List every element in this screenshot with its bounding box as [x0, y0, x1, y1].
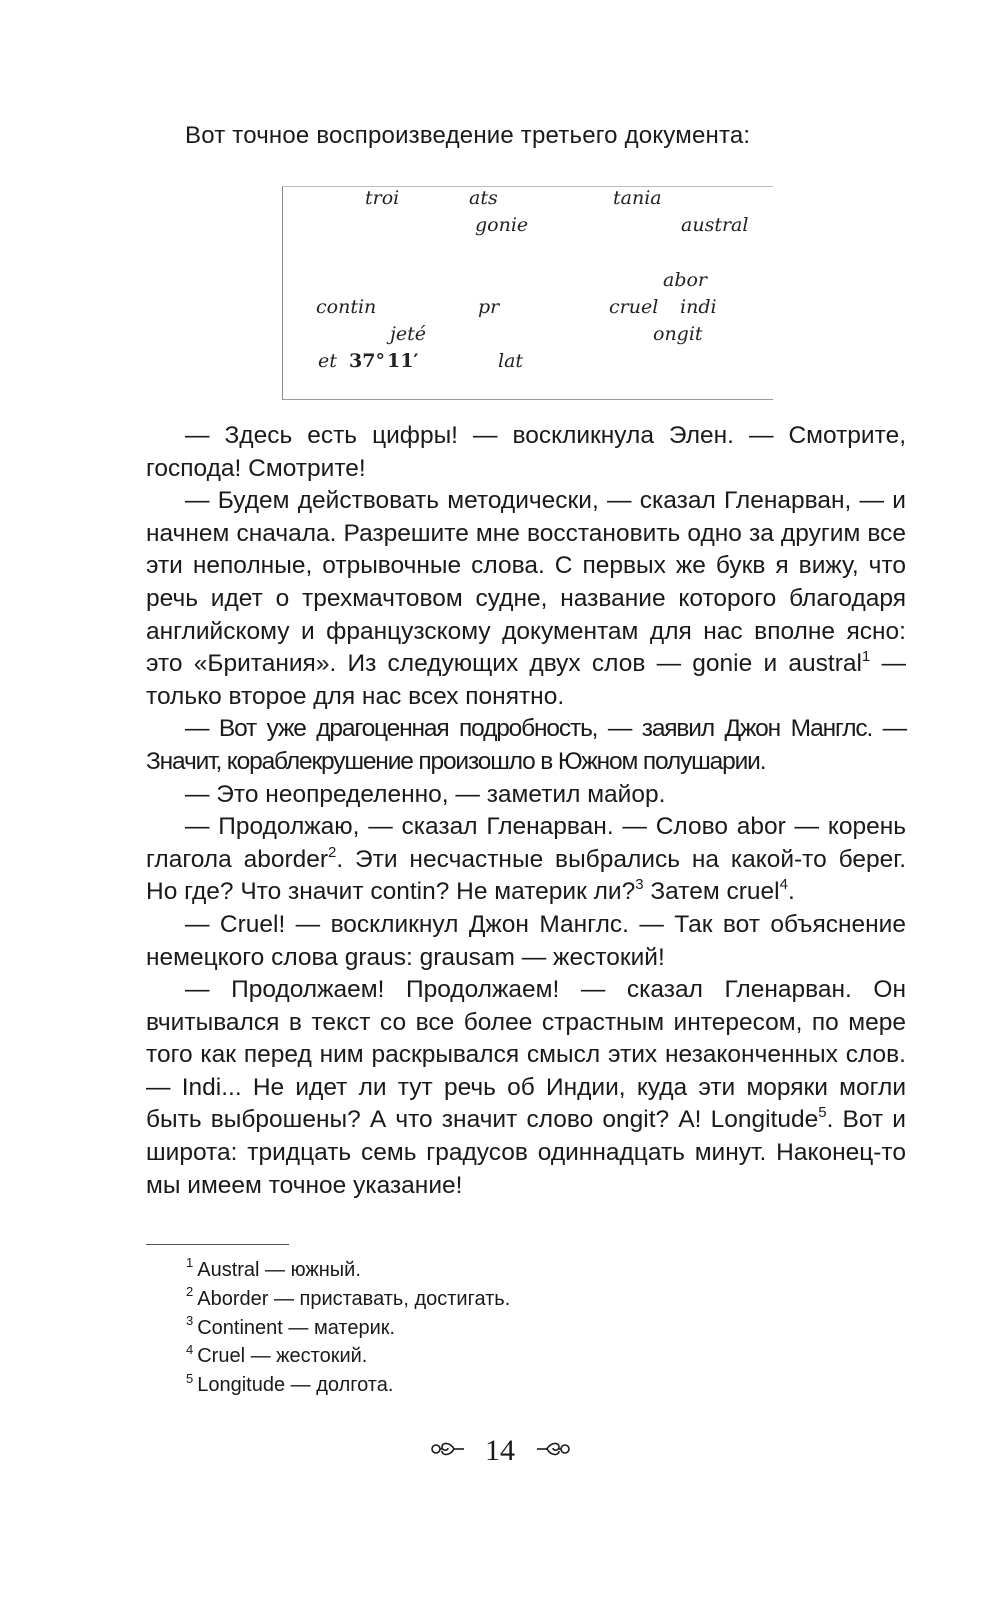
- document-fragment-frame: [282, 186, 773, 400]
- fragment-pr: pr: [478, 296, 500, 318]
- paragraph: — Будем действовать методически, — сказал Гленарван, — и начнем сначала. Разрешите мне восстановить одно за другим все эти неполные, отрывочные слова. С первых же букв я вижу, что речь идет о трехмачтовом судне, название которого благодаря английскому и французскому документам для нас вполне ясно: это «Британия». Из следующих двух слов — gonie и austral$^1$ — только второе для нас всех понятно.: [146, 487, 906, 710]
- paragraph: — Продолжаем! Продолжаем! — сказал Гленарван. Он вчитывался в текст со все более страстным интересом, по мере того как перед ним раскрывался смысл этих незаконченных слов. — Indi... Не идет ли тут речь об Индии, куда эти моряки могли быть выброшены? А что значит слово ongit? А! Longitude$^5$. Вот и широта: тридцать семь градусов одиннадцать минут. Наконец-то мы имеем точное указание!: [146, 976, 906, 1199]
- fragment-jete: jeté: [390, 323, 427, 345]
- paragraph: — Продолжаю, — сказал Гленарван. — Слово abor — корень глагола aborder$^2$. Эти несчастные выбрались на какой-то берег. Но где? Что значит contin? Не материк ли?$^3$ Затем cruel$^4$.: [146, 813, 906, 906]
- footnote: $^3$ Continent — материк.: [186, 1312, 396, 1339]
- ornament-left-icon: [430, 1434, 466, 1468]
- footnote-marker: 2: [328, 843, 337, 861]
- footnotes: [186, 1256, 786, 1400]
- paragraph: — Вот уже драгоценная подробность, — заявил Джон Манглс. — Значит, кораблекрушение произошло в Южном полушарии.: [146, 715, 906, 775]
- footnote-marker: 3: [635, 876, 644, 894]
- fragment-austral: austral: [681, 214, 749, 236]
- fragment-troi: troi: [365, 187, 400, 209]
- paragraph: — Это неопределенно, — заметил майор.: [185, 780, 666, 808]
- fragment-et: et: [318, 350, 337, 372]
- fragment-gonie: gonie: [475, 214, 529, 236]
- fragment-ongit: ongit: [653, 323, 703, 345]
- footnote-marker: 4: [779, 876, 788, 894]
- paragraph: — Здесь есть цифры! — воскликнула Элен. — Смотрите, господа! Смотрите!: [146, 422, 906, 482]
- footnote: $^4$ Cruel — жестокий.: [186, 1341, 368, 1368]
- footnote: $^2$ Aborder — приставать, достигать.: [186, 1284, 511, 1310]
- fragment-degrees: 37°: [349, 350, 385, 372]
- footnote-marker: 5: [818, 1104, 827, 1122]
- fragment-minutes: 11′: [387, 350, 419, 372]
- footnote-divider: [146, 1244, 289, 1245]
- page-number: 14: [485, 1434, 515, 1468]
- main-text: [146, 420, 906, 1202]
- fragment-indi: indi: [680, 296, 717, 318]
- footnote: $^1$ Austral — южный.: [186, 1255, 361, 1281]
- paragraph: — Cruel! — воскликнул Джон Манглс. — Так вот объяснение немецкого слова graus: grausam — жестокий!: [146, 910, 906, 971]
- fragment-abor: abor: [663, 269, 708, 291]
- fragment-cruel: cruel: [609, 296, 659, 318]
- footnote: $^5$ Longitude — долгота.: [186, 1370, 394, 1397]
- page-number-block: [0, 1432, 1000, 1468]
- fragment-tania: tania: [613, 187, 662, 209]
- footnote-marker: 1: [861, 648, 871, 665]
- intro-line: Вот точное воспроизведение третьего документа:: [185, 122, 751, 149]
- fragment-ats: ats: [469, 187, 498, 209]
- fragment-lat: lat: [498, 350, 524, 372]
- fragment-contin: contin: [316, 296, 377, 318]
- ornament-right-icon: [535, 1434, 571, 1468]
